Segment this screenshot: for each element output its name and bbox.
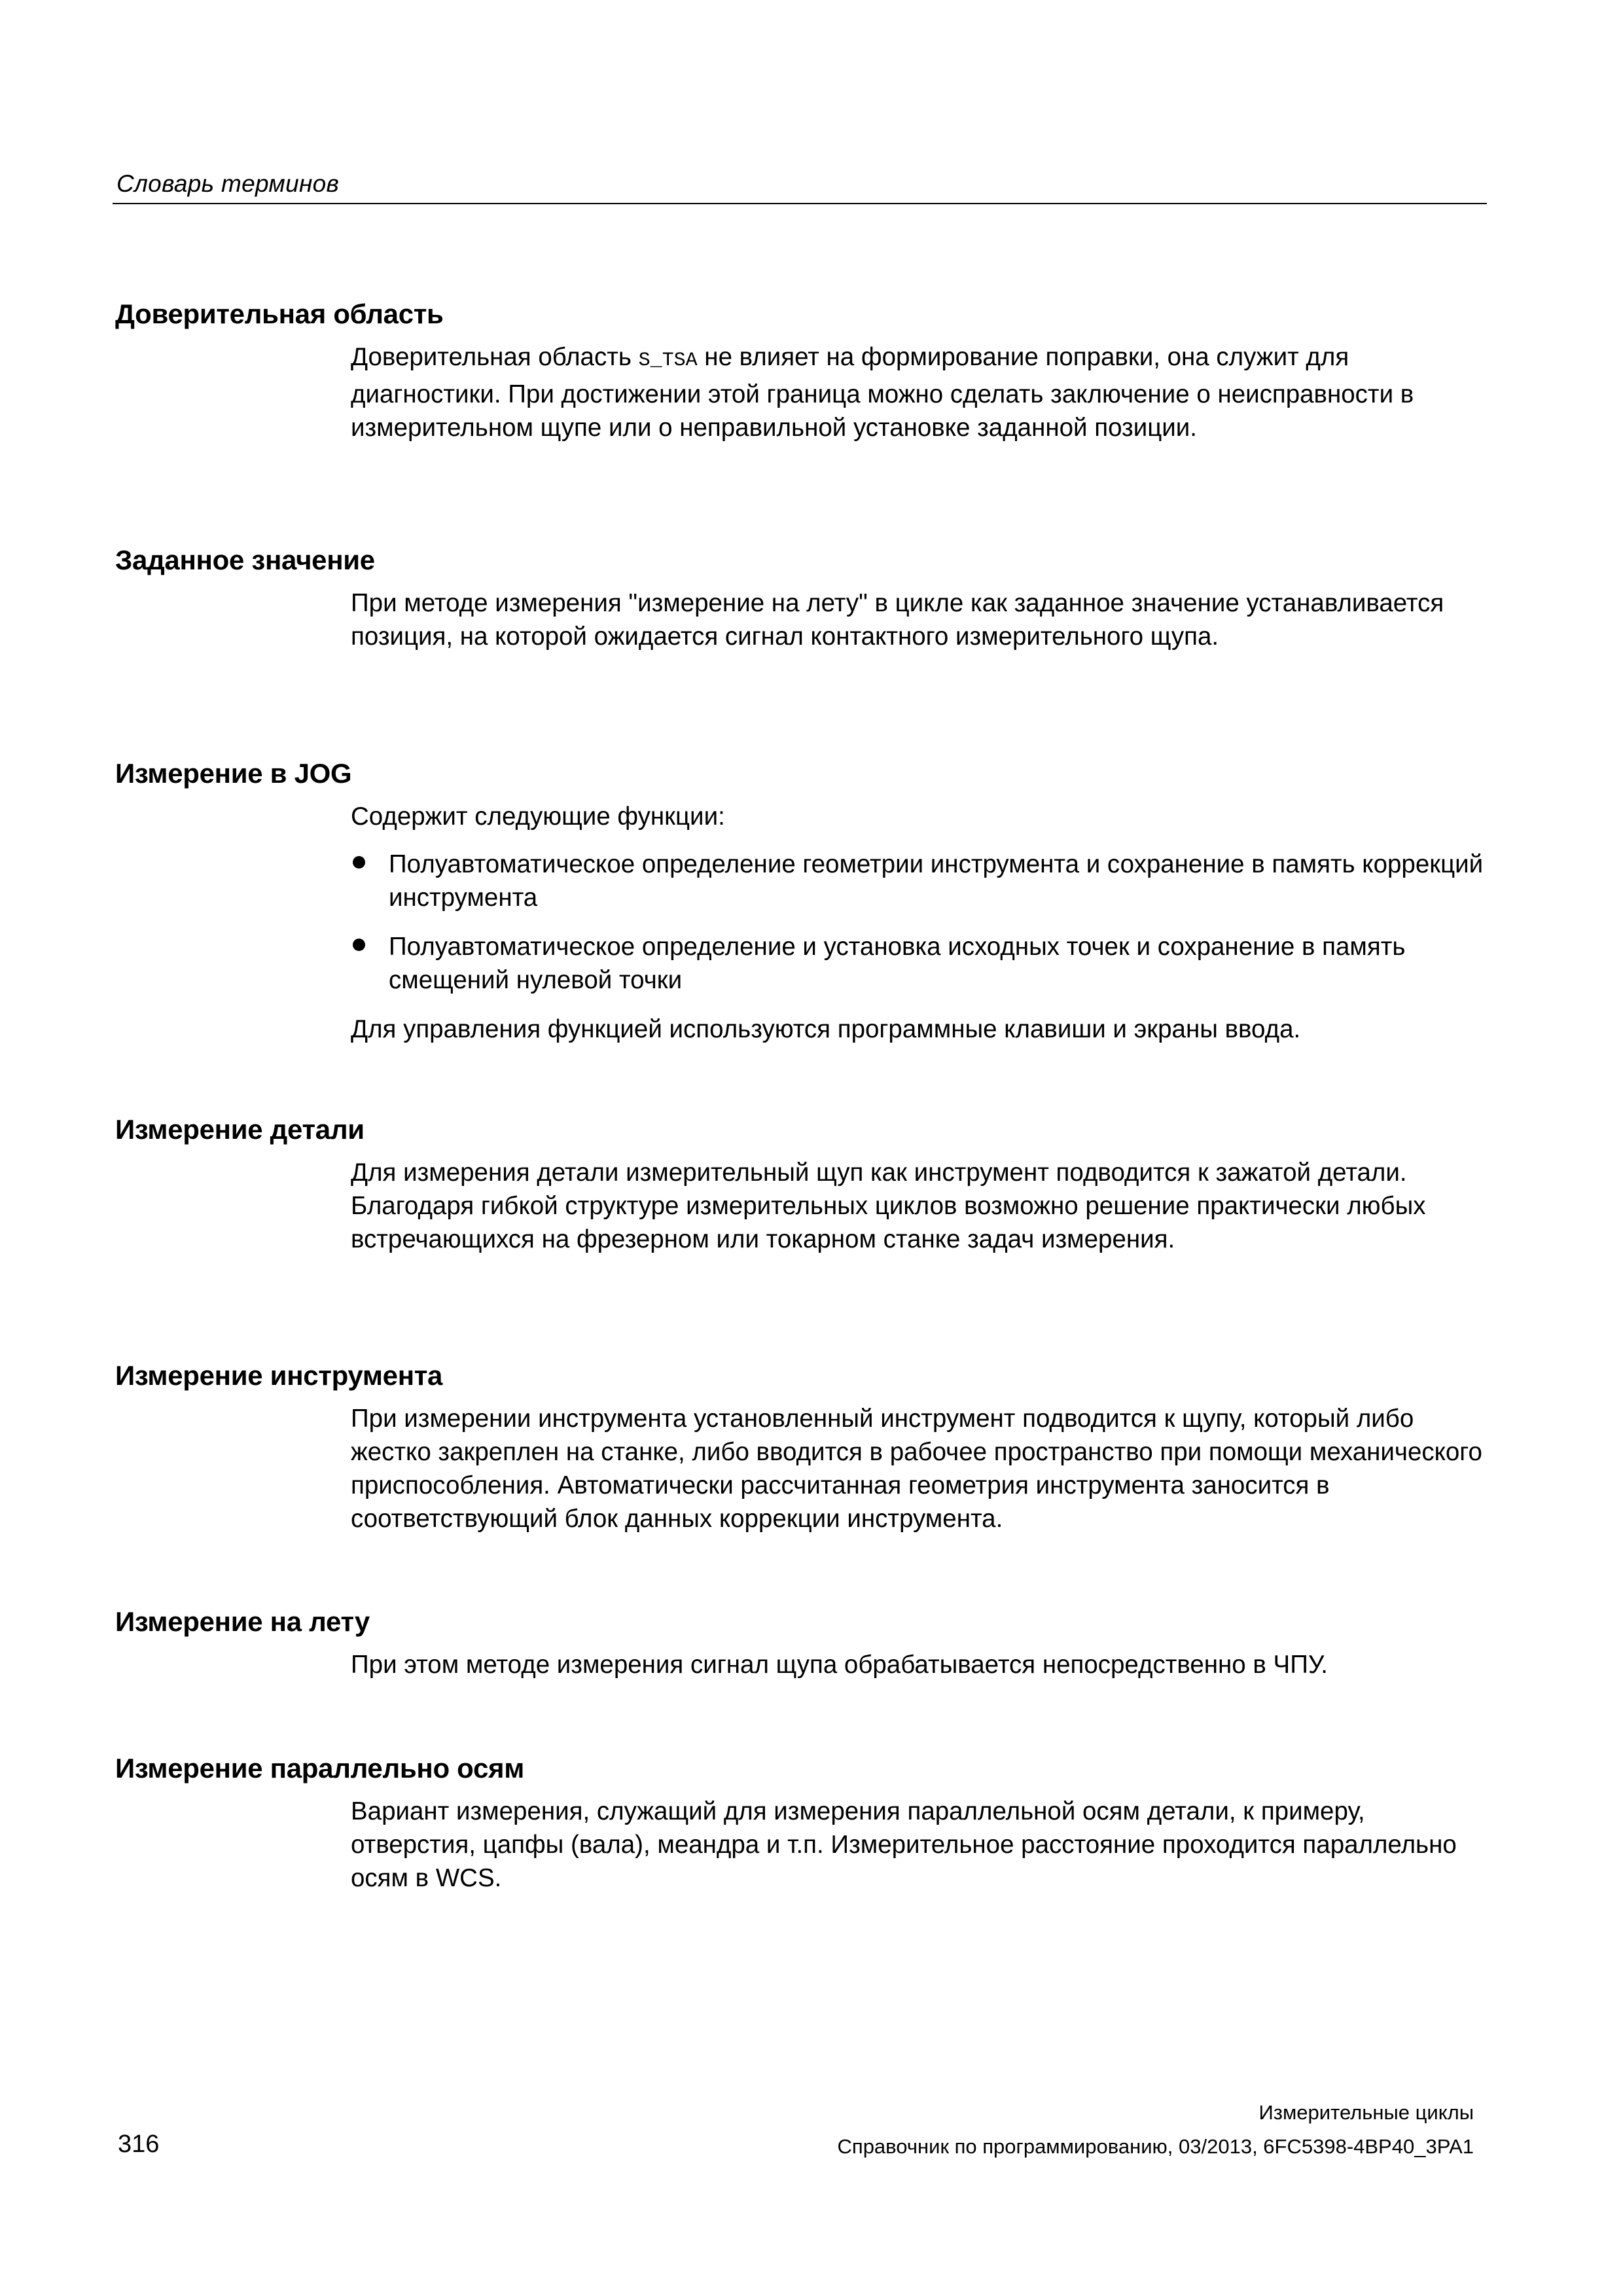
entry-body [351,340,1496,444]
entry-text [351,340,1496,444]
entry-title: Доверительная область [115,298,444,329]
entry-body [351,1795,1496,1895]
footer-document-title: Измерительные циклы [1258,2101,1474,2124]
entry-title: Измерение на лету [115,1606,370,1637]
list-item-text: Полуавтоматическое определение геометрии инструмента и сохранение в память коррекций инструмента [389,850,1484,912]
glossary-content [115,297,1496,1895]
bullet-list [351,848,1496,997]
entry-body [351,1156,1496,1256]
entry-text-part: не влияет на формирование поправки, она служит для диагностики. При достижении этой граница можно сделать заключение о неисправности в измерительном щупе или о неправильной установке заданной позиции. [351,343,1414,442]
page-number: 316 [118,2130,160,2158]
glossary-entry [115,1359,1496,1605]
glossary-entry [115,297,1496,543]
entry-text: При измерении инструмента установленный инструмент подводится к щупу, который либо жестко закреплен на станке, либо вводится в рабочее пространство при помощи механического приспособления. Автоматически рассчитанная геометрия инструмента заносится в соответствующий блок данных коррекции инструмента. [351,1405,1482,1533]
entry-intro: Содержит следующие функции: [351,802,725,831]
glossary-entry [115,757,1496,1113]
list-item [351,848,1496,914]
page-header [113,165,1487,204]
entry-title: Измерение в JOG [115,758,352,789]
entry-outro: Для управления функцией используются программные клавиши и экраны ввода. [351,1015,1301,1043]
entry-title: Измерение инструмента [115,1360,443,1391]
entry-text-part: Доверительная область [351,343,639,371]
entry-text: При методе измерения "измерение на лету" в цикле как заданное значение устанавливается позиция, на которой ожидается сигнал контактного измерительного щупа. [351,589,1444,651]
entry-body [351,800,1496,1046]
bullet-icon [353,939,365,951]
list-item [351,930,1496,997]
entry-body [351,1648,1496,1681]
bullet-icon [353,856,365,869]
inline-code: S_TSA [638,350,698,372]
entry-title: Измерение детали [115,1114,365,1145]
footer-document-info: Справочник по программированию, 03/2013, 6FC5398-4BP40_3PA1 [837,2135,1474,2158]
glossary-entry [115,1113,1496,1359]
entry-title: Измерение параллельно осям [115,1753,525,1784]
entry-title: Заданное значение [115,545,375,575]
glossary-entry [115,543,1496,757]
entry-text: Для измерения детали измерительный щуп как инструмент подводится к зажатой детали. Благодаря гибкой структуре измерительных циклов возможно решение практически любых встречающихся на фрезерном или токарном станке задач измерения. [351,1158,1426,1253]
glossary-entry [115,1605,1496,1751]
entry-body [351,1402,1496,1535]
entry-text: При этом методе измерения сигнал щупа обрабатывается непосредственно в ЧПУ. [351,1651,1328,1679]
entry-text: Вариант измерения, служащий для измерения параллельной осям детали, к примеру, отверстия, цапфы (вала), меандра и т.п. Измерительное расстояние проходится параллельно осям в WCS. [351,1797,1457,1892]
header-title: Словарь терминов [116,170,340,197]
glossary-entry [115,1751,1496,1895]
list-item-text: Полуавтоматическое определение и установка исходных точек и сохранение в память смещений нулевой точки [389,933,1406,994]
entry-body [351,586,1496,653]
